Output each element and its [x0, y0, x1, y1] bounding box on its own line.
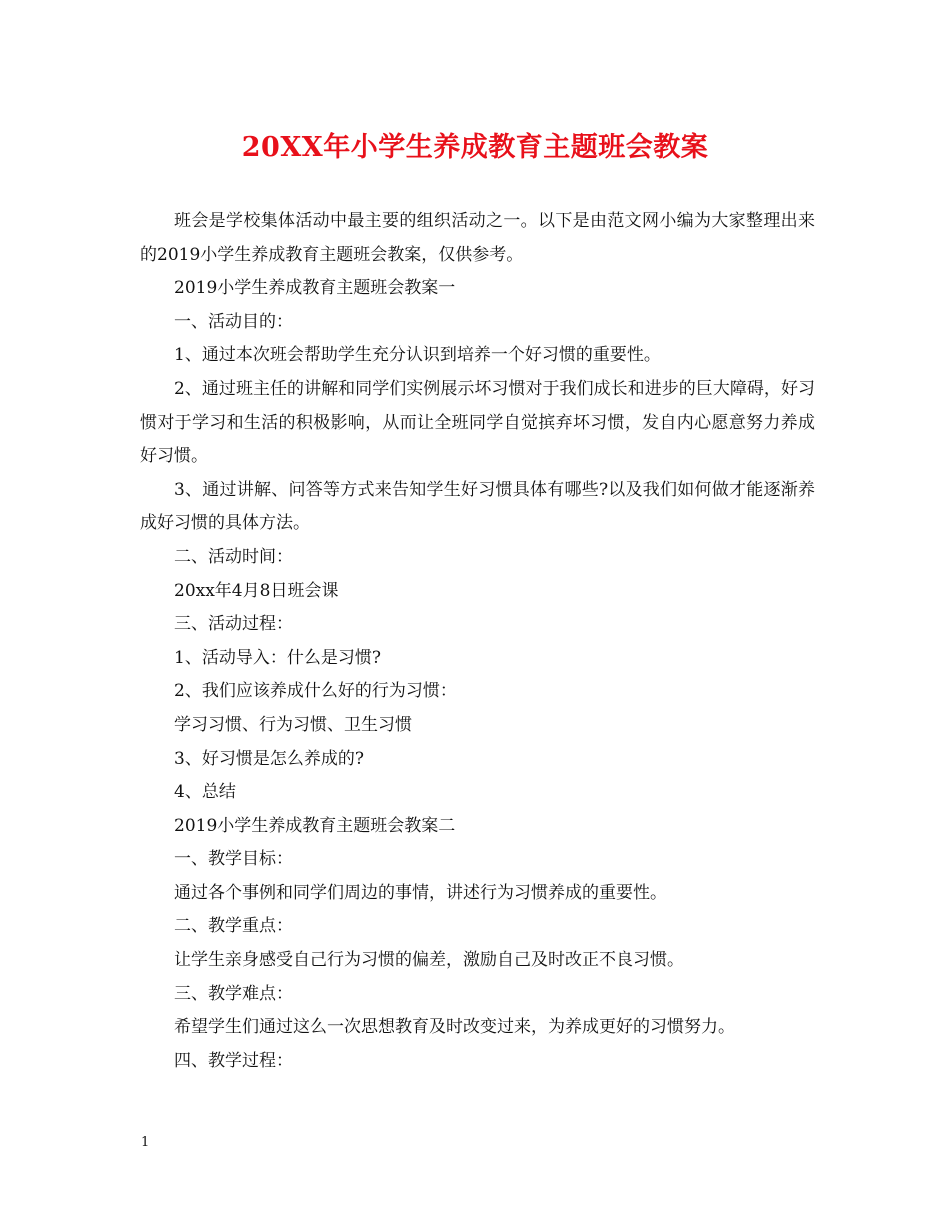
paragraph: 让学生亲身感受自己行为习惯的偏差，激励自己及时改正不良习惯。	[174, 950, 684, 971]
paragraph: 3、通过讲解、问答等方式来告知学生好习惯具体有哪些?以及我们如何做才能逐渐养成好习惯的具体方法。	[140, 479, 815, 534]
document-body	[140, 205, 815, 1078]
paragraph: 二、教学重点：	[174, 916, 293, 937]
paragraph: 1、活动导入：什么是习惯?	[174, 647, 381, 668]
paragraph: 三、教学难点：	[174, 983, 293, 1004]
paragraph: 4、总结	[174, 782, 236, 803]
document-title: 20XX年小学生养成教育主题班会教案	[241, 132, 709, 163]
paragraph: 一、活动目的：	[174, 311, 293, 332]
paragraph: 20xx年4月8日班会课	[174, 580, 339, 601]
paragraph: 通过各个事例和同学们周边的事情，讲述行为习惯养成的重要性。	[174, 882, 667, 903]
paragraph: 学习习惯、行为习惯、卫生习惯	[174, 714, 412, 735]
paragraph: 一、教学目标：	[174, 849, 293, 870]
paragraph: 四、教学过程：	[174, 1050, 293, 1071]
paragraph: 2、通过班主任的讲解和同学们实例展示坏习惯对于我们成长和进步的巨大障碍，好习惯对于学习和生活的积极影响，从而让全班同学自觉摈弃坏习惯，发自内心愿意努力养成好习惯。	[140, 378, 815, 467]
paragraph: 二、活动时间：	[174, 546, 293, 567]
paragraph: 3、好习惯是怎么养成的?	[174, 748, 364, 769]
paragraph: 2019小学生养成教育主题班会教案一	[174, 278, 456, 299]
paragraph: 1、通过本次班会帮助学生充分认识到培养一个好习惯的重要性。	[174, 345, 661, 366]
paragraph: 希望学生们通过这么一次思想教育及时改变过来，为养成更好的习惯努力。	[174, 1017, 735, 1038]
paragraph: 三、活动过程：	[174, 614, 293, 635]
page-number: 1	[141, 1135, 150, 1150]
paragraph: 2、我们应该养成什么好的行为习惯：	[174, 681, 457, 702]
paragraph: 2019小学生养成教育主题班会教案二	[174, 815, 456, 836]
paragraph: 班会是学校集体活动中最主要的组织活动之一。以下是由范文网小编为大家整理出来的2019小学生养成教育主题班会教案，仅供参考。	[140, 211, 815, 265]
